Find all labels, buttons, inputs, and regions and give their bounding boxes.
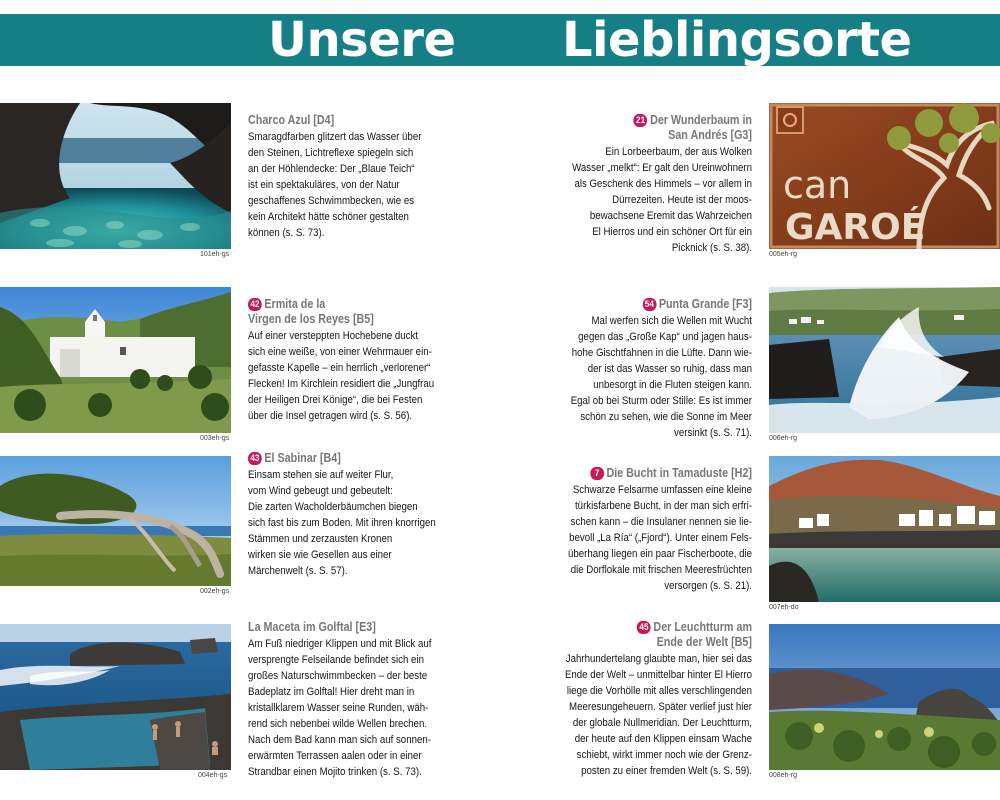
- entry-tamaduste: [547, 466, 752, 594]
- entry-text: Mal werfen sich die Wellen mit Wucht gegen das „Große Kap“ und jagen haus- hohe Gischtfahnen in die Lüfte. Dann wie- der ist das Wasser so ruhig, dass man unbesorgt in die Fluten steigen kann. Egal ob bei Sturm oder Stille: Es ist immer schön zu sehen, wie die Sonne im Meer versinkt (s. S. 71).: [570, 315, 752, 439]
- photo-el-sabinar: [0, 456, 231, 586]
- entry-punta-grande: [547, 297, 752, 441]
- entry-text: Smaragdfarben glitzert das Wasser über den Steinen, Lichtreflexe spiegeln sich an der Höhlendecke: Der „Blaue Teich“ ist ein spektakuläres, von der Natur geschaffenes Schwimmbecken, wie es kein Architekt hätte schöner gestalten können (s. S. 73).: [248, 131, 422, 239]
- number-badge: 7: [590, 467, 604, 480]
- sign-text-garoe: GAROÉ: [785, 207, 926, 248]
- entry-wunderbaum: [547, 113, 752, 256]
- photo-credit: 002eh-gs: [200, 588, 230, 595]
- photo-credit: 101eh-gs: [200, 251, 230, 258]
- sign-text-can: can: [783, 163, 852, 207]
- entry-title: 21 Der Wunderbaum in San Andrés [G3]: [547, 113, 752, 143]
- photo-charco-azul: [0, 103, 231, 249]
- number-badge: 43: [248, 452, 262, 465]
- entry-title: 42 Ermita de la Virgen de los Reyes [B5]: [248, 297, 374, 326]
- number-badge: 54: [642, 298, 656, 311]
- entry-leuchtturm: [547, 620, 752, 779]
- photo-credit: 006eh-rg: [769, 435, 798, 442]
- entry-title: Charco Azul [D4]: [248, 113, 335, 127]
- number-badge: 42: [248, 298, 262, 311]
- entry-la-maceta: [248, 620, 453, 780]
- photo-credit: 003eh-gs: [200, 435, 230, 442]
- photo-tamaduste: [769, 456, 1000, 602]
- number-badge: 21: [634, 114, 648, 127]
- photo-credit: 008eh-rg: [769, 772, 798, 779]
- photo-punta-grande: [769, 287, 1000, 433]
- number-badge: 45: [637, 621, 651, 634]
- entry-title: La Maceta im Golftal [E3]: [248, 620, 376, 634]
- photo-garoe-sign: [769, 103, 1000, 249]
- entry-ermita: [248, 297, 453, 424]
- entry-title: 7 Die Bucht in Tamaduste [H2]: [547, 466, 752, 481]
- entry-text: Einsam stehen sie auf weiter Flur, vom Wind gebeugt und gebeutelt: Die zarten Wacholderbäumchen biegen sich fast bis zum Boden. Mit ihren knorrigen Stämmen und zerzausten Kronen wirken sie wie Gesellen aus einer Märchenwelt (s. S. 57).: [248, 469, 436, 577]
- header-word-lieblingsorte: Lieblingsorte: [562, 12, 912, 68]
- entry-text: Auf einer versteppten Hochebene duckt sich eine weiße, von einer Wehrmauer ein- gefasste Kapelle – ein herrlich „verlorener“ Flecken! Im Kirchlein residiert die „Jungfrau der Heiligen Drei Könige“, die bei Festen über die Insel getragen wird (s. S. 56).: [248, 330, 435, 422]
- entry-title: 43 El Sabinar [B4]: [248, 451, 453, 466]
- photo-credit: 007eh-do: [769, 604, 799, 611]
- photo-credit: 004eh-gs: [198, 772, 228, 779]
- entry-title: 45 Der Leuchtturm am Ende der Welt [B5]: [547, 620, 752, 650]
- header-word-unsere: Unsere: [268, 12, 456, 68]
- entry-text: Am Fuß niedriger Klippen und mit Blick auf versprengte Felseilande befindet sich ein großes Naturschwimmbecken – der beste Badeplatz im Golftal! Hier dreht man in kristallklarem Wasser seine Runden, wäh- rend sich nebenbei wilde Wellen brechen. Nach dem Bad kann man sich auf sonnen- erwärmten Terrassen aalen oder in einer Strandbar einen Mojito trinken (s. S. 73).: [248, 638, 432, 778]
- photo-ermita: [0, 287, 231, 433]
- entry-text: Jahrhundertelang glaubte man, hier sei das Ende der Welt – unmittelbar hinter El Hierro liege die Vorhölle mit alles verschlingenden Meeresungeheuern. Später verlief just hier der globale Nullmeridian. Der Leuchtturm, der heute auf den Klippen einsam Wache schiebt, wirkt immer noch wie der Grenz- posten zu einer fremden Welt (s. S. 59).: [564, 653, 752, 777]
- photo-leuchtturm: [769, 624, 1000, 770]
- photo-la-maceta: [0, 624, 231, 770]
- entry-el-sabinar: [248, 451, 453, 579]
- entry-charco-azul: [248, 113, 453, 241]
- entry-text: Ein Lorbeerbaum, der aus Wolken Wasser „melkt“: Er galt den Ureinwohnern als Geschenk des Himmels – vor allem in Dürrezeiten. Heute ist der moos- bewachsene Eremit das Wahrzeichen El Hierros und ein schöner Ort für ein Picknick (s. S. 38).: [572, 146, 752, 254]
- entry-title: 54 Punta Grande [F3]: [547, 297, 752, 312]
- photo-credit: 005eh-rg: [769, 251, 798, 258]
- entry-text: Schwarze Felsarme umfassen eine kleine türkisfarbene Bucht, in der man sich erfri- schen kann – die Insulaner nennen sie lie- bevoll „La Ría“ („Fjord“). Unter einem Fels- überhang liegen ein paar Fischerboote, die die Dorflokale mit frischen Meeresfrüchten versorgen (s. S. 21).: [567, 484, 752, 592]
- header-bar: [0, 14, 1000, 66]
